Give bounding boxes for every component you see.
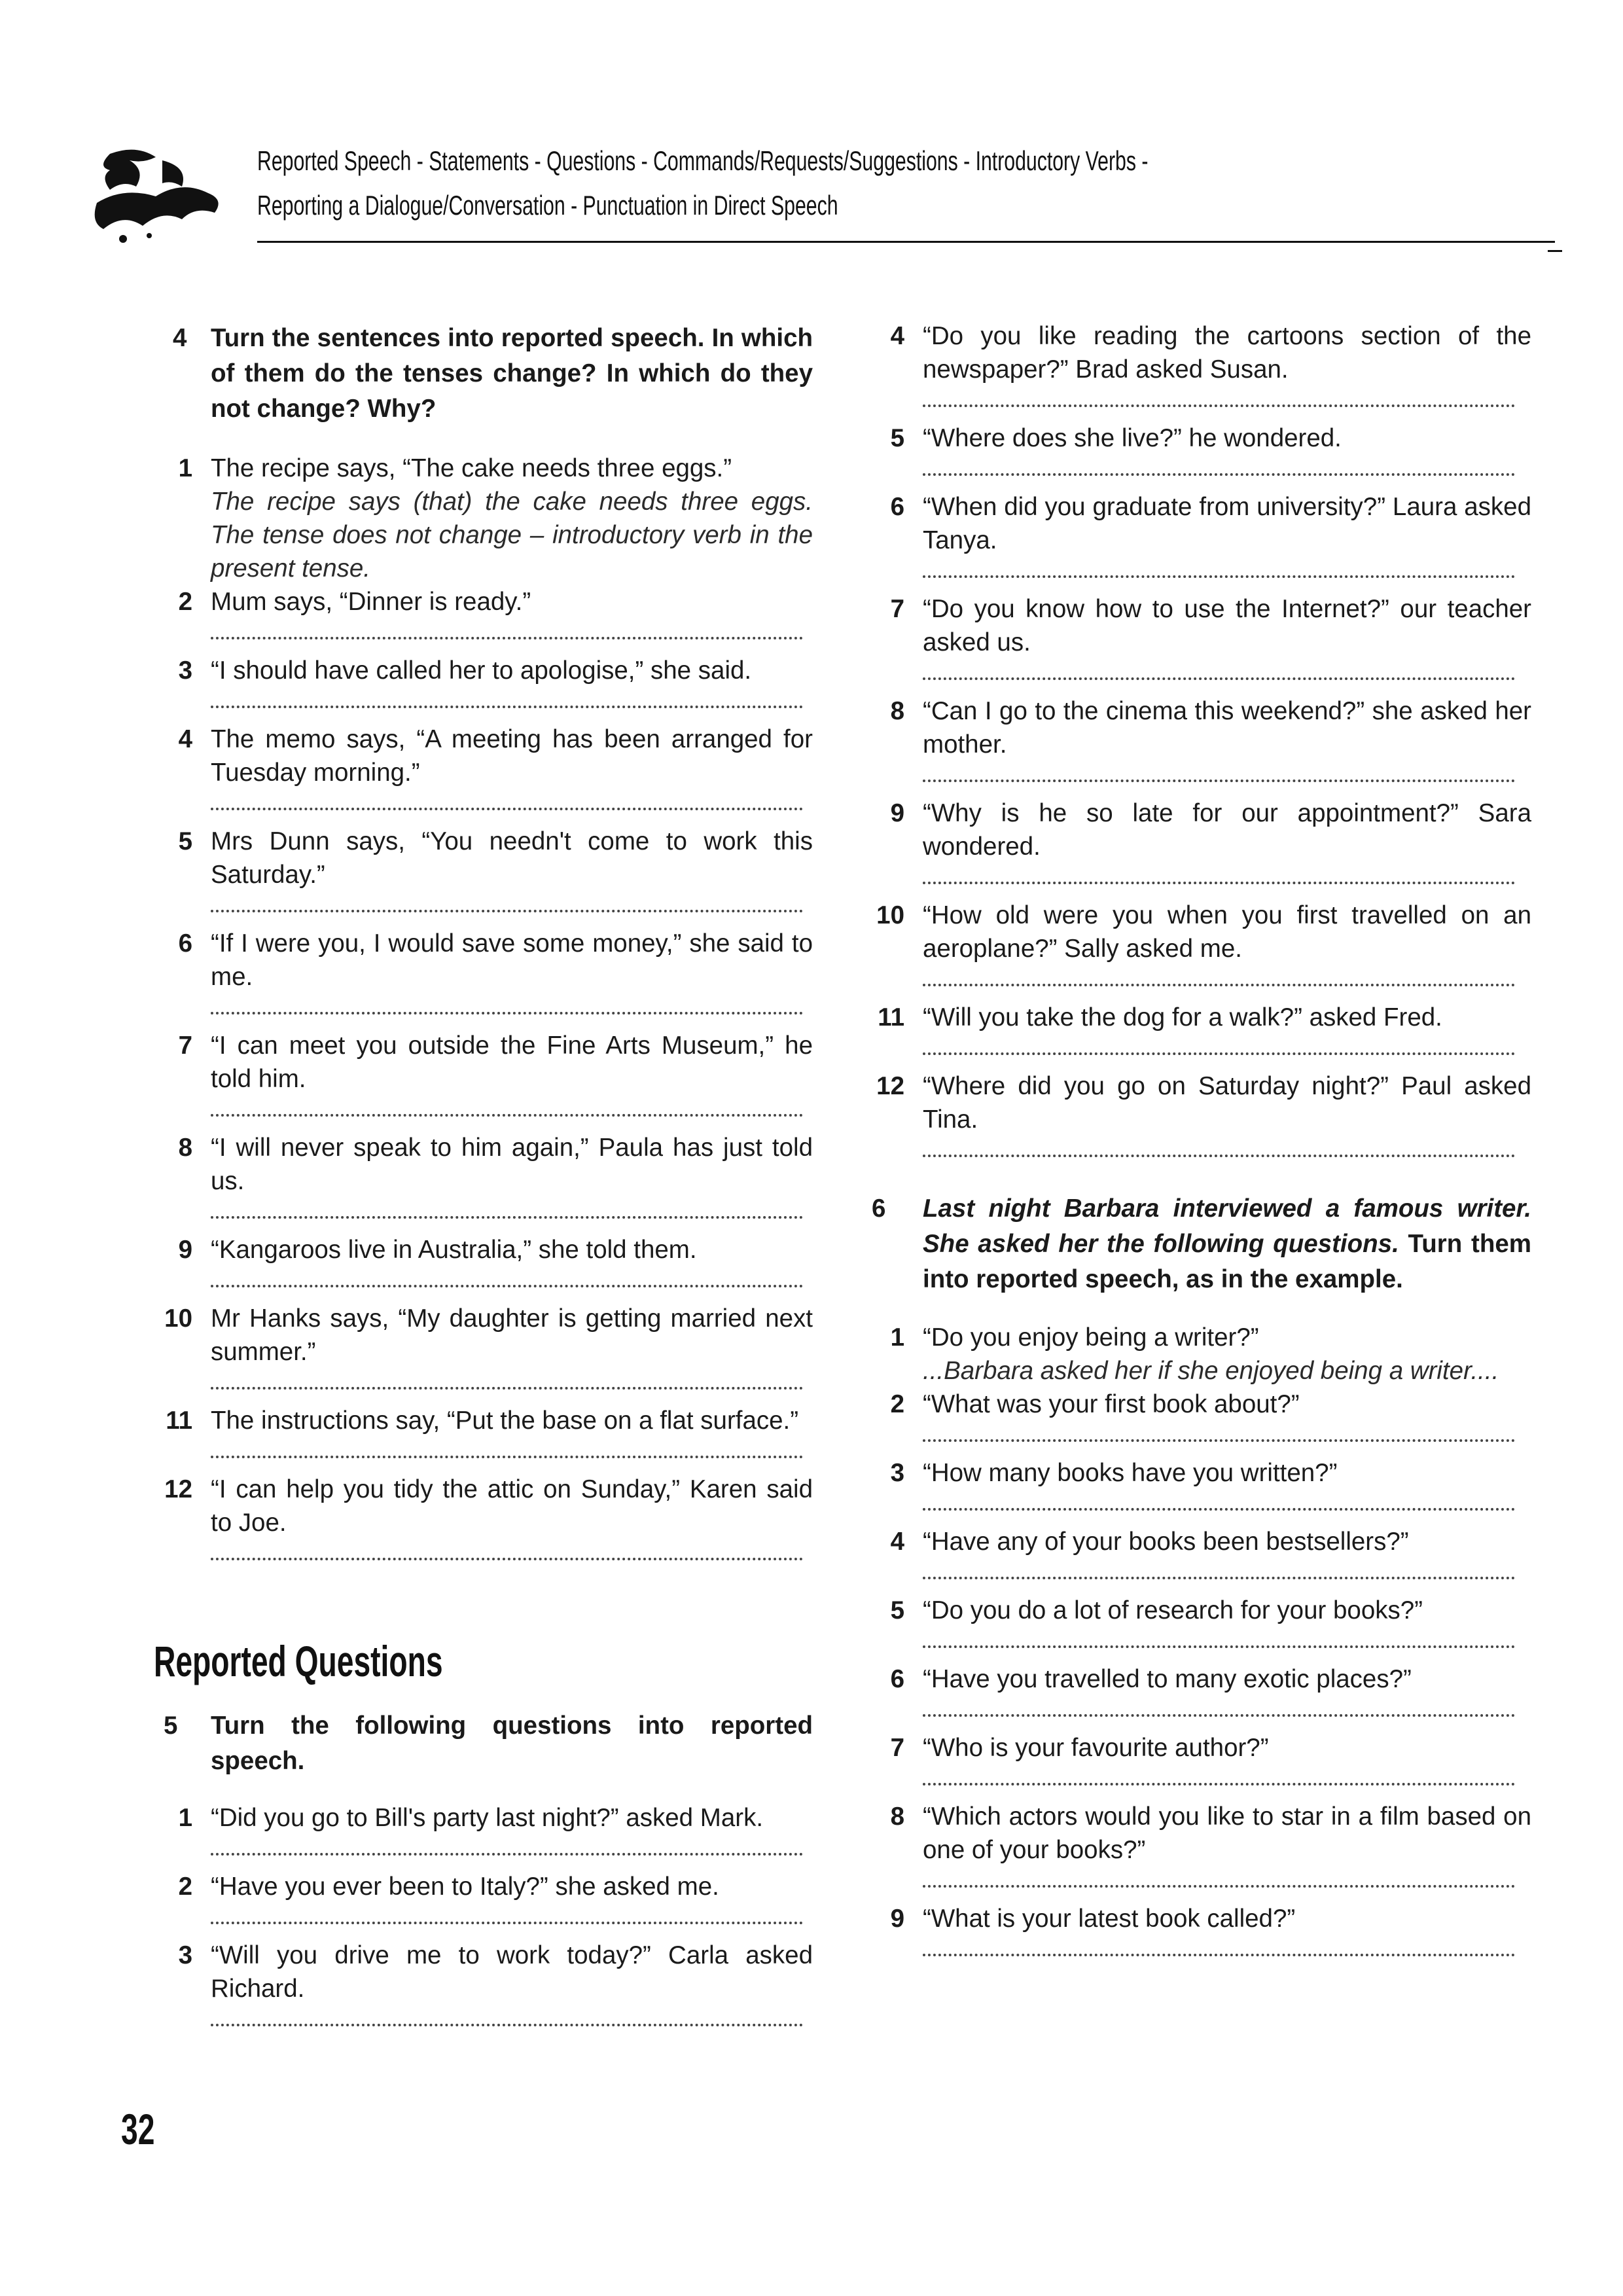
- list-item: 11 “Will you take the dog for a walk?” asked Fred.: [864, 1001, 1531, 1055]
- answer-line[interactable]: [211, 894, 803, 912]
- answer-line[interactable]: [923, 1492, 1515, 1511]
- list-item: 1 “Did you go to Bill's party last night?” asked Mark.: [152, 1801, 813, 1856]
- answer-line[interactable]: [923, 1139, 1515, 1157]
- answer-line[interactable]: [923, 1037, 1515, 1055]
- list-item: 4 “Do you like reading the cartoons section of the newspaper?” Brad asked Susan.: [864, 319, 1531, 407]
- header-rule: [257, 241, 1555, 243]
- header-topics-line-1: Reported Speech - Statements - Questions - Commands/Requests/Suggestions - Introductory Verbs -: [257, 145, 1149, 176]
- example-answer: ...Barbara asked her if she enjoyed being a writer....: [923, 1357, 1499, 1385]
- list-item: 5 “Where does she live?” he wondered.: [864, 422, 1531, 476]
- section-title: Reported Questions: [154, 1637, 443, 1685]
- answer-line[interactable]: [923, 1938, 1515, 1956]
- list-item: 2 “What was your first book about?”: [864, 1388, 1531, 1442]
- list-item: 12 “I can help you tidy the attic on Sunday,” Karen said to Joe.: [152, 1473, 813, 1560]
- answer-line[interactable]: [923, 1424, 1515, 1442]
- unit-3-logo: [84, 141, 234, 252]
- answer-line[interactable]: [211, 1200, 803, 1219]
- list-item: 1 The recipe says, “The cake needs three eggs.” The recipe says (that) the cake needs three eggs. The tense does not change – introductory verb in the present tense.: [152, 452, 813, 585]
- list-item: 11 The instructions say, “Put the base on a flat surface.”: [152, 1404, 813, 1458]
- list-item: 2 “Have you ever been to Italy?” she asked me.: [152, 1870, 813, 1924]
- list-item: 4 “Have any of your books been bestsellers?”: [864, 1525, 1531, 1579]
- list-item: 6 “When did you graduate from university?” Laura asked Tanya.: [864, 490, 1531, 578]
- answer-line[interactable]: [211, 621, 803, 639]
- list-item: 10 “How old were you when you first travelled on an aeroplane?” Sally asked me.: [864, 899, 1531, 986]
- exercise-4: [152, 321, 813, 1575]
- list-item: 3 “I should have called her to apologise,” she said.: [152, 654, 813, 708]
- list-item: 9 “What is your latest book called?”: [864, 1902, 1531, 1956]
- answer-line[interactable]: [211, 792, 803, 810]
- answer-line[interactable]: [923, 764, 1515, 782]
- list-item: 6 “If I were you, I would save some money,” she said to me.: [152, 927, 813, 1014]
- answer-line[interactable]: [211, 690, 803, 708]
- list-item: 9 “Kangaroos live in Australia,” she told them.: [152, 1233, 813, 1287]
- list-item: 2 Mum says, “Dinner is ready.”: [152, 585, 813, 639]
- answer-line[interactable]: [923, 662, 1515, 680]
- answer-line[interactable]: [211, 1440, 803, 1458]
- answer-line[interactable]: [211, 1098, 803, 1117]
- exercise-number: 4: [173, 324, 187, 352]
- list-item: 9 “Why is he so late for our appointment?” Sara wondered.: [864, 797, 1531, 884]
- list-item: 3 “How many books have you written?”: [864, 1456, 1531, 1511]
- list-item: 6 “Have you travelled to many exotic places?”: [864, 1662, 1531, 1717]
- example-answer: The recipe says (that) the cake needs three eggs. The tense does not change – introductory verb in the present tense.: [211, 488, 813, 583]
- exercise-5-continued: [864, 319, 1531, 1172]
- list-item: 7 “Do you know how to use the Internet?” our teacher asked us.: [864, 592, 1531, 680]
- exercise-4-instruction: 4 Turn the sentences into reported speech. In which of them do the tenses change? In which do they not change? Why?: [152, 321, 813, 427]
- answer-line[interactable]: [923, 866, 1515, 884]
- answer-line[interactable]: [923, 1630, 1515, 1648]
- answer-line[interactable]: [923, 457, 1515, 476]
- answer-line[interactable]: [211, 1542, 803, 1560]
- answer-line[interactable]: [211, 1371, 803, 1390]
- answer-line[interactable]: [211, 1837, 803, 1856]
- answer-line[interactable]: [923, 1767, 1515, 1785]
- answer-line[interactable]: [923, 1869, 1515, 1888]
- list-item: 10 Mr Hanks says, “My daughter is getting married next summer.”: [152, 1302, 813, 1390]
- list-item: 7 “Who is your favourite author?”: [864, 1731, 1531, 1785]
- list-item: 12 “Where did you go on Saturday night?” Paul asked Tina.: [864, 1069, 1531, 1157]
- exercise-6: [864, 1191, 1531, 1971]
- exercise-5: [152, 1708, 813, 2041]
- list-item: 8 “I will never speak to him again,” Paula has just told us.: [152, 1131, 813, 1219]
- answer-line[interactable]: [923, 389, 1515, 407]
- answer-line[interactable]: [211, 1906, 803, 1924]
- answer-line[interactable]: [211, 996, 803, 1014]
- list-item: 5 “Do you do a lot of research for your books?”: [864, 1594, 1531, 1648]
- exercise-number: 5: [164, 1712, 178, 1740]
- answer-line[interactable]: [923, 560, 1515, 578]
- list-item: 8 “Can I go to the cinema this weekend?” she asked her mother.: [864, 694, 1531, 782]
- list-item: 4 The memo says, “A meeting has been arranged for Tuesday morning.”: [152, 723, 813, 810]
- page-number: 32: [121, 2105, 155, 2153]
- list-item: 3 “Will you drive me to work today?” Carla asked Richard.: [152, 1939, 813, 2026]
- exercise-number: 6: [872, 1194, 886, 1223]
- list-item: 5 Mrs Dunn says, “You needn't come to work this Saturday.”: [152, 825, 813, 912]
- list-item: 7 “I can meet you outside the Fine Arts Museum,” he told him.: [152, 1029, 813, 1117]
- header-rule-tick: [1548, 250, 1562, 252]
- answer-line[interactable]: [923, 1698, 1515, 1717]
- list-item: 8 “Which actors would you like to star in a film based on one of your books?”: [864, 1800, 1531, 1888]
- exercise-5-instruction: 5 Turn the following questions into reported speech.: [152, 1708, 813, 1779]
- exercise-6-instruction: 6 Last night Barbara interviewed a famous writer. She asked her the following questions. Turn them into reported speech, as in the example.: [864, 1191, 1531, 1297]
- answer-line[interactable]: [923, 968, 1515, 986]
- list-item: 1 “Do you enjoy being a writer?” ...Barbara asked her if she enjoyed being a writer....: [864, 1321, 1531, 1388]
- answer-line[interactable]: [211, 2008, 803, 2026]
- header-topics-line-2: Reporting a Dialogue/Conversation - Punctuation in Direct Speech: [257, 190, 838, 221]
- answer-line[interactable]: [211, 1269, 803, 1287]
- answer-line[interactable]: [923, 1561, 1515, 1579]
